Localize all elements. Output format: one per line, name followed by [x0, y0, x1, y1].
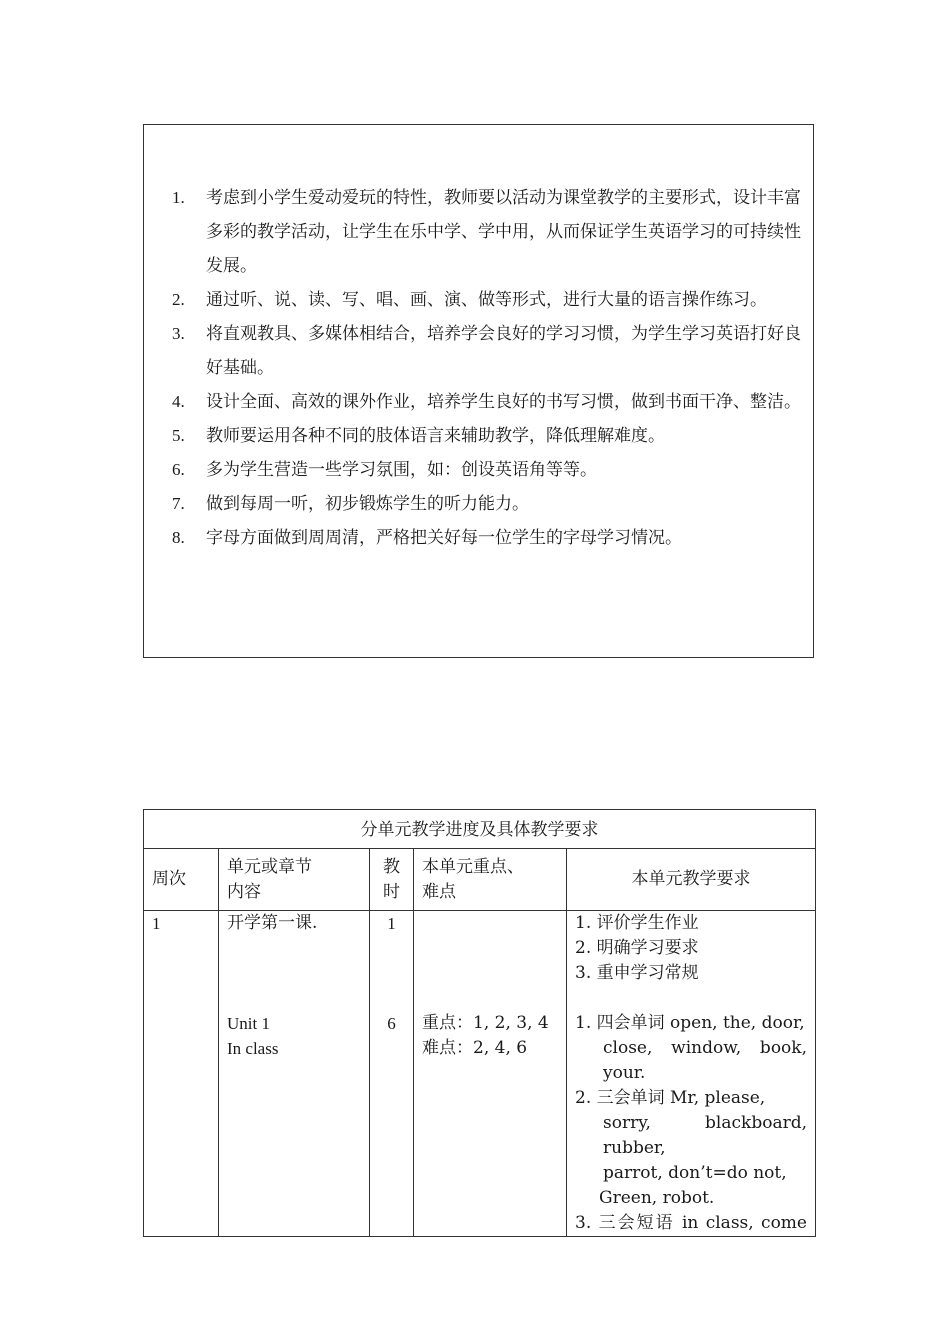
- header-week: 周次: [144, 849, 219, 911]
- teaching-measures-list: [172, 181, 808, 555]
- table-row: [144, 911, 816, 1237]
- list-item: [172, 419, 808, 453]
- cell-requirements: [567, 911, 816, 1237]
- header-keys-line1: 本单元重点、: [422, 856, 524, 877]
- difficult-points: 难点：2, 4, 6: [422, 1038, 528, 1058]
- header-unit-line2: 内容: [227, 881, 261, 902]
- req-line: 2. 三会单词 Mr, please,: [575, 1088, 766, 1108]
- req-line: parrot, don’t=do not,: [603, 1163, 787, 1183]
- req-line: sorry, blackboard, rubber,: [603, 1113, 807, 1158]
- list-item: [172, 317, 808, 385]
- hours-unit1: 6: [387, 1014, 396, 1033]
- req-line: your.: [603, 1063, 646, 1083]
- list-item: [172, 385, 808, 419]
- item-number: 6.: [172, 460, 185, 479]
- hours-opening: 1: [387, 914, 396, 933]
- key-points: 重点：1, 2, 3, 4: [422, 1013, 549, 1033]
- list-item: [172, 487, 808, 521]
- header-requirements: 本单元教学要求: [567, 849, 816, 911]
- header-keys: [414, 849, 567, 911]
- req-line: 3. 三会短语 in class, come: [575, 1213, 807, 1233]
- req-line: 2. 明确学习要求: [575, 938, 699, 958]
- list-item: [172, 181, 808, 283]
- list-item: [172, 283, 808, 317]
- item-text: 做到每周一听，初步锻炼学生的听力能力。: [206, 494, 529, 514]
- item-number: 4.: [172, 392, 185, 411]
- item-text: 将直观教具、多媒体相结合，培养学会良好的学习习惯，为学生学习英语打好良好基础。: [206, 324, 801, 378]
- req-line: 3. 重申学习常规: [575, 963, 699, 983]
- req-line: 1. 评价学生作业: [575, 913, 699, 933]
- item-number: 8.: [172, 528, 185, 547]
- list-item: [172, 453, 808, 487]
- unit-plan-table: [143, 809, 816, 1237]
- item-number: 3.: [172, 324, 185, 343]
- item-number: 1.: [172, 188, 185, 207]
- header-hours-line2: 时: [383, 881, 400, 902]
- cell-keys: [414, 911, 567, 1237]
- header-unit: [219, 849, 370, 911]
- unit-opening: 开学第一课.: [227, 913, 318, 933]
- item-text: 字母方面做到周周清，严格把关好每一位学生的字母学习情况。: [206, 528, 682, 548]
- item-text: 考虑到小学生爱动爱玩的特性，教师要以活动为课堂教学的主要形式，设计丰富多彩的教学活动，让学生在乐中学、学中用，从而保证学生英语学习的可持续性发展。: [206, 188, 801, 276]
- cell-unit: [219, 911, 370, 1237]
- header-hours-line1: 教: [383, 856, 400, 877]
- table-header-row: [144, 849, 816, 911]
- item-text: 教师要运用各种不同的肢体语言来辅助教学，降低理解难度。: [206, 426, 665, 446]
- table-title: 分单元教学进度及具体教学要求: [144, 810, 816, 849]
- item-text: 设计全面、高效的课外作业，培养学生良好的书写习惯，做到书面干净、整洁。: [206, 392, 801, 412]
- header-hours: [370, 849, 414, 911]
- list-item: [172, 521, 808, 555]
- cell-week: 1: [144, 911, 219, 1237]
- req-line: Green, robot.: [599, 1188, 715, 1208]
- item-text: 通过听、说、读、写、唱、画、演、做等形式，进行大量的语言操作练习。: [206, 290, 767, 310]
- header-keys-line2: 难点: [422, 881, 456, 902]
- item-number: 7.: [172, 494, 185, 513]
- req-line: close, window, book,: [603, 1038, 807, 1058]
- item-number: 2.: [172, 290, 185, 309]
- unit-name: Unit 1: [227, 1014, 270, 1033]
- unit-topic: In class: [227, 1039, 279, 1058]
- item-text: 多为学生营造一些学习氛围，如：创设英语角等等。: [206, 460, 597, 480]
- req-line: 1. 四会单词 open, the, door,: [575, 1013, 805, 1033]
- teaching-measures-box: [143, 124, 814, 658]
- item-number: 5.: [172, 426, 185, 445]
- header-unit-line1: 单元或章节: [227, 856, 312, 877]
- cell-hours: [370, 911, 414, 1237]
